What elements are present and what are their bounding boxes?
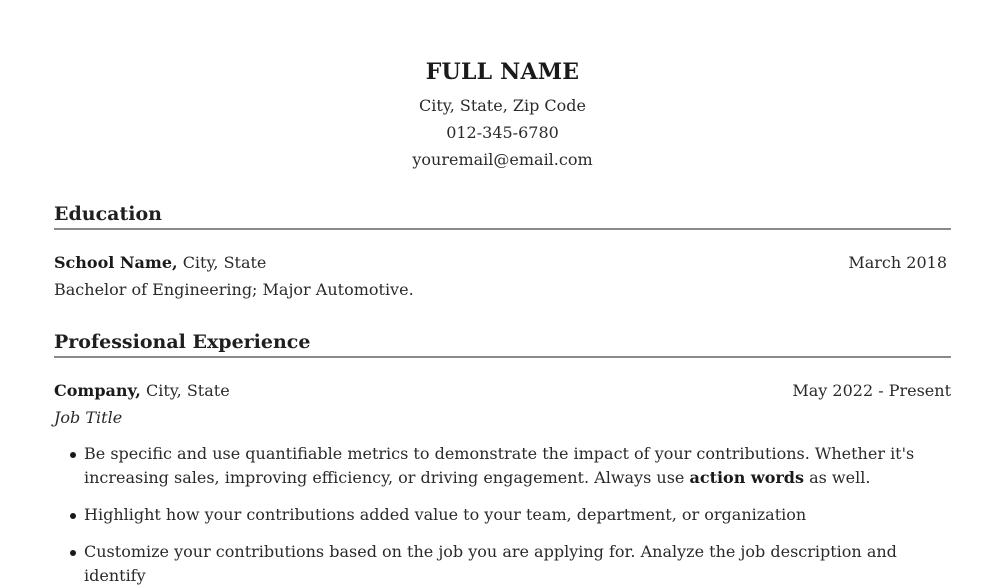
education-section — [54, 202, 951, 303]
job-title: Job Title — [54, 408, 123, 427]
address-line: City, State, Zip Code — [418, 96, 587, 115]
education-date: March 2018 — [848, 253, 947, 272]
bullet-text-line1: Be specific and use quantifiable metrics to demonstrate the impact of your contributions. Whether it's — [84, 444, 915, 463]
bullet-text: Customize your contributions based on the job you are applying for. Analyze the job description and identify — [84, 542, 897, 585]
experience-bullet-list — [68, 442, 953, 588]
experience-date: May 2022 - Present — [792, 381, 951, 400]
bullet-bold-text: action words — [689, 468, 804, 487]
bullet-text: Highlight how your contributions added value to your team, department, or organization — [84, 505, 807, 524]
phone-line: 012-345-6780 — [446, 123, 559, 142]
education-school-row — [54, 249, 951, 276]
email-line: youremail@email.com — [412, 150, 593, 169]
education-heading: Education — [54, 202, 951, 230]
company-location: City, State — [145, 381, 230, 400]
school-info — [54, 249, 266, 276]
bullet-item — [68, 442, 953, 490]
bullet-text-line2-end: as well. — [804, 468, 871, 487]
school-location: City, State — [182, 253, 267, 272]
experience-company-row — [54, 377, 951, 404]
company-name: Company, — [54, 381, 141, 400]
resume-header — [0, 58, 1005, 173]
bullet-item — [68, 503, 953, 527]
degree-line: Bachelor of Engineering; Major Automotive. — [54, 280, 414, 299]
bullet-dot-icon — [70, 452, 76, 458]
full-name: FULL NAME — [425, 59, 580, 85]
bullet-dot-icon — [70, 550, 76, 556]
bullet-text-line2-start: increasing sales, improving efficiency, or driving engagement. Always use — [84, 468, 690, 487]
experience-heading: Professional Experience — [54, 330, 951, 358]
bullet-item — [68, 540, 953, 588]
bullet-dot-icon — [70, 513, 76, 519]
company-info — [54, 377, 230, 404]
school-name: School Name, — [54, 253, 178, 272]
experience-section — [54, 330, 951, 431]
